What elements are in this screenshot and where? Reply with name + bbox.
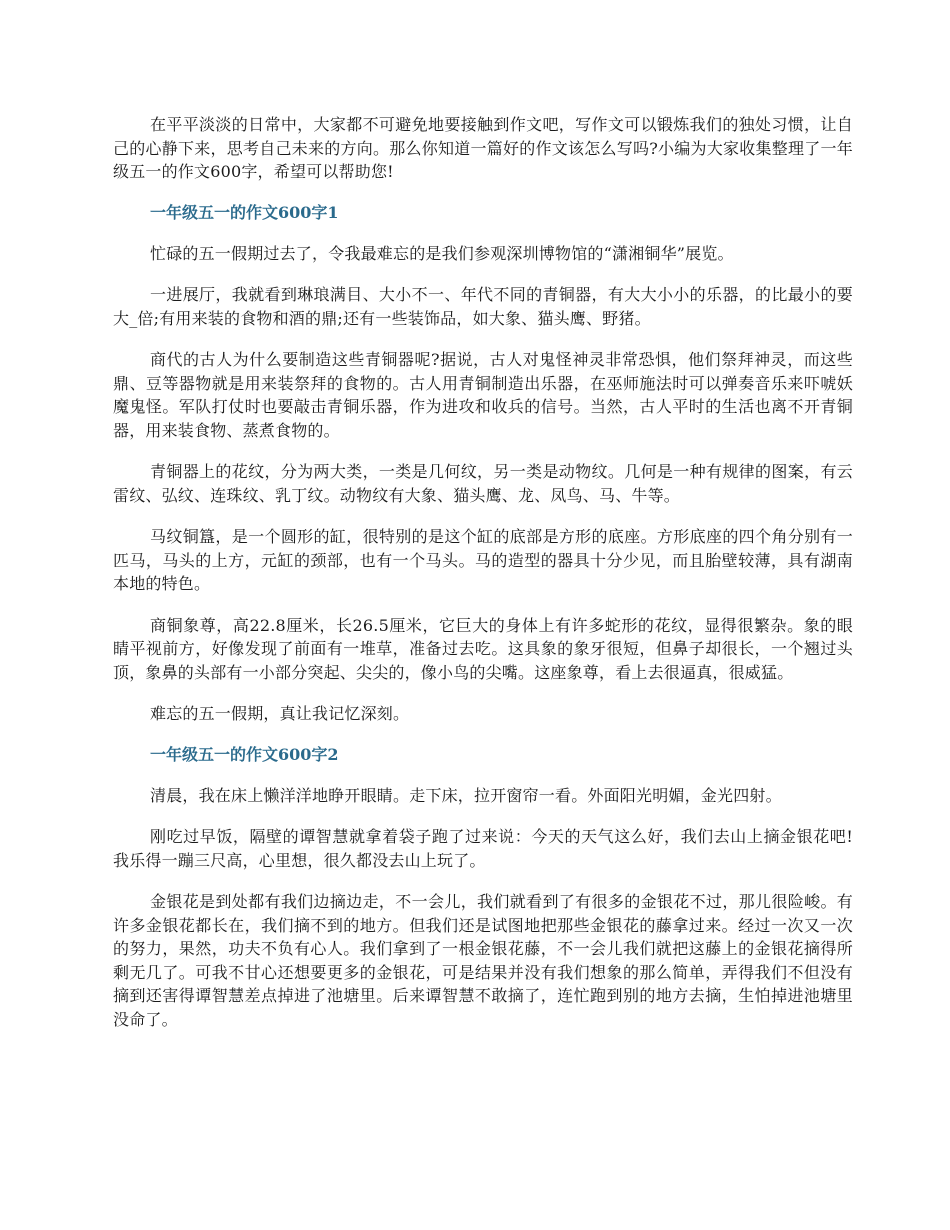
section-1-paragraph: 难忘的五一假期，真让我记忆深刻。 <box>150 704 410 723</box>
section-1-paragraph: 马纹铜簋，是一个圆形的缸，很特别的是这个缸的底部是方形的底座。方形底座的四个角分别有一匹马，马头的上方，元缸的颈部，也有一个马头。马的造型的器具十分少见，而且胎壁较薄，具有湖南本地的特色。 <box>113 527 853 593</box>
section-2-heading: 一年级五一的作文600字2 <box>150 744 339 764</box>
section-2-paragraph: 清晨，我在床上懒洋洋地睁开眼睛。走下床，拉开窗帘一看。外面阳光明媚，金光四射。 <box>150 785 782 805</box>
section-2-paragraph: 刚吃过早饭，隔壁的谭智慧就拿着袋子跑了过来说：今天的天气这么好，我们去山上摘金银花吧!我乐得一蹦三尺高，心里想，很久都没去山上玩了。 <box>113 827 853 870</box>
section-1-paragraph: 商代的古人为什么要制造这些青铜器呢?据说，古人对鬼怪神灵非常恐惧，他们祭拜神灵，而这些鼎、豆等器物就是用来装祭拜的食物的。古人用青铜制造出乐器，在巫师施法时可以弹奏音乐来吓唬妖魔鬼怪。军队打仗时也要敲击青铜乐器，作为进攻和收兵的信号。当然，古人平时的生活也离不开青铜器，用来装食物、蒸煮食物的。 <box>113 350 853 440</box>
section-1-paragraph: 一进展厅，我就看到琳琅满目、大小不一、年代不同的青铜器，有大大小小的乐器，的比最小的要大_倍;有用来装的食物和酒的鼎;还有一些装饰品，如大象、猫头鹰、野猪。 <box>113 285 853 328</box>
section-2-paragraph: 金银花是到处都有我们边摘边走，不一会儿，我们就看到了有很多的金银花不过，那儿很险峻。有许多金银花都长在，我们摘不到的地方。但我们还是试图地把那些金银花的藤拿过来。经过一次又一次的努力，果然，功夫不负有心人。我们拿到了一根金银花藤，不一会儿我们就把这藤上的金银花摘得所剩无几了。可我不甘心还想要更多的金银花，可是结果并没有我们想象的那么简单，弄得我们不但没有摘到还害得谭智慧差点掉进了池塘里。后来谭智慧不敢摘了，连忙跑到别的地方去摘，生怕掉进池塘里没命了。 <box>113 892 853 1029</box>
section-1-paragraph: 商铜象尊，高22.8厘米，长26.5厘米，它巨大的身体上有许多蛇形的花纹，显得很繁杂。象的眼睛平视前方，好像发现了前面有一堆草，准备过去吃。这具象的象牙很短，但鼻子却很长，一个翘过头顶，象鼻的头部有一小部分突起、尖尖的，像小鸟的尖嘴。这座象尊，看上去很逼真，很威猛。 <box>113 615 853 682</box>
document-page <box>113 113 853 1049</box>
section-1-paragraph: 青铜器上的花纹，分为两大类，一类是几何纹，另一类是动物纹。几何是一种有规律的图案，有云雷纹、弘纹、连珠纹、乳丁纹。动物纹有大象、猫头鹰、龙、凤鸟、马、牛等。 <box>113 462 853 505</box>
section-1-heading: 一年级五一的作文600字1 <box>150 202 339 222</box>
section-1-paragraph: 忙碌的五一假期过去了，令我最难忘的是我们参观深圳博物馆的“潇湘铜华”展览。 <box>150 243 734 263</box>
intro-paragraph: 在平平淡淡的日常中，大家都不可避免地要接触到作文吧，写作文可以锻炼我们的独处习惯，让自己的心静下来，思考自己未来的方向。那么你知道一篇好的作文该怎么写吗?小编为大家收集整理了一年级五一的作文600字，希望可以帮助您! <box>113 115 853 181</box>
